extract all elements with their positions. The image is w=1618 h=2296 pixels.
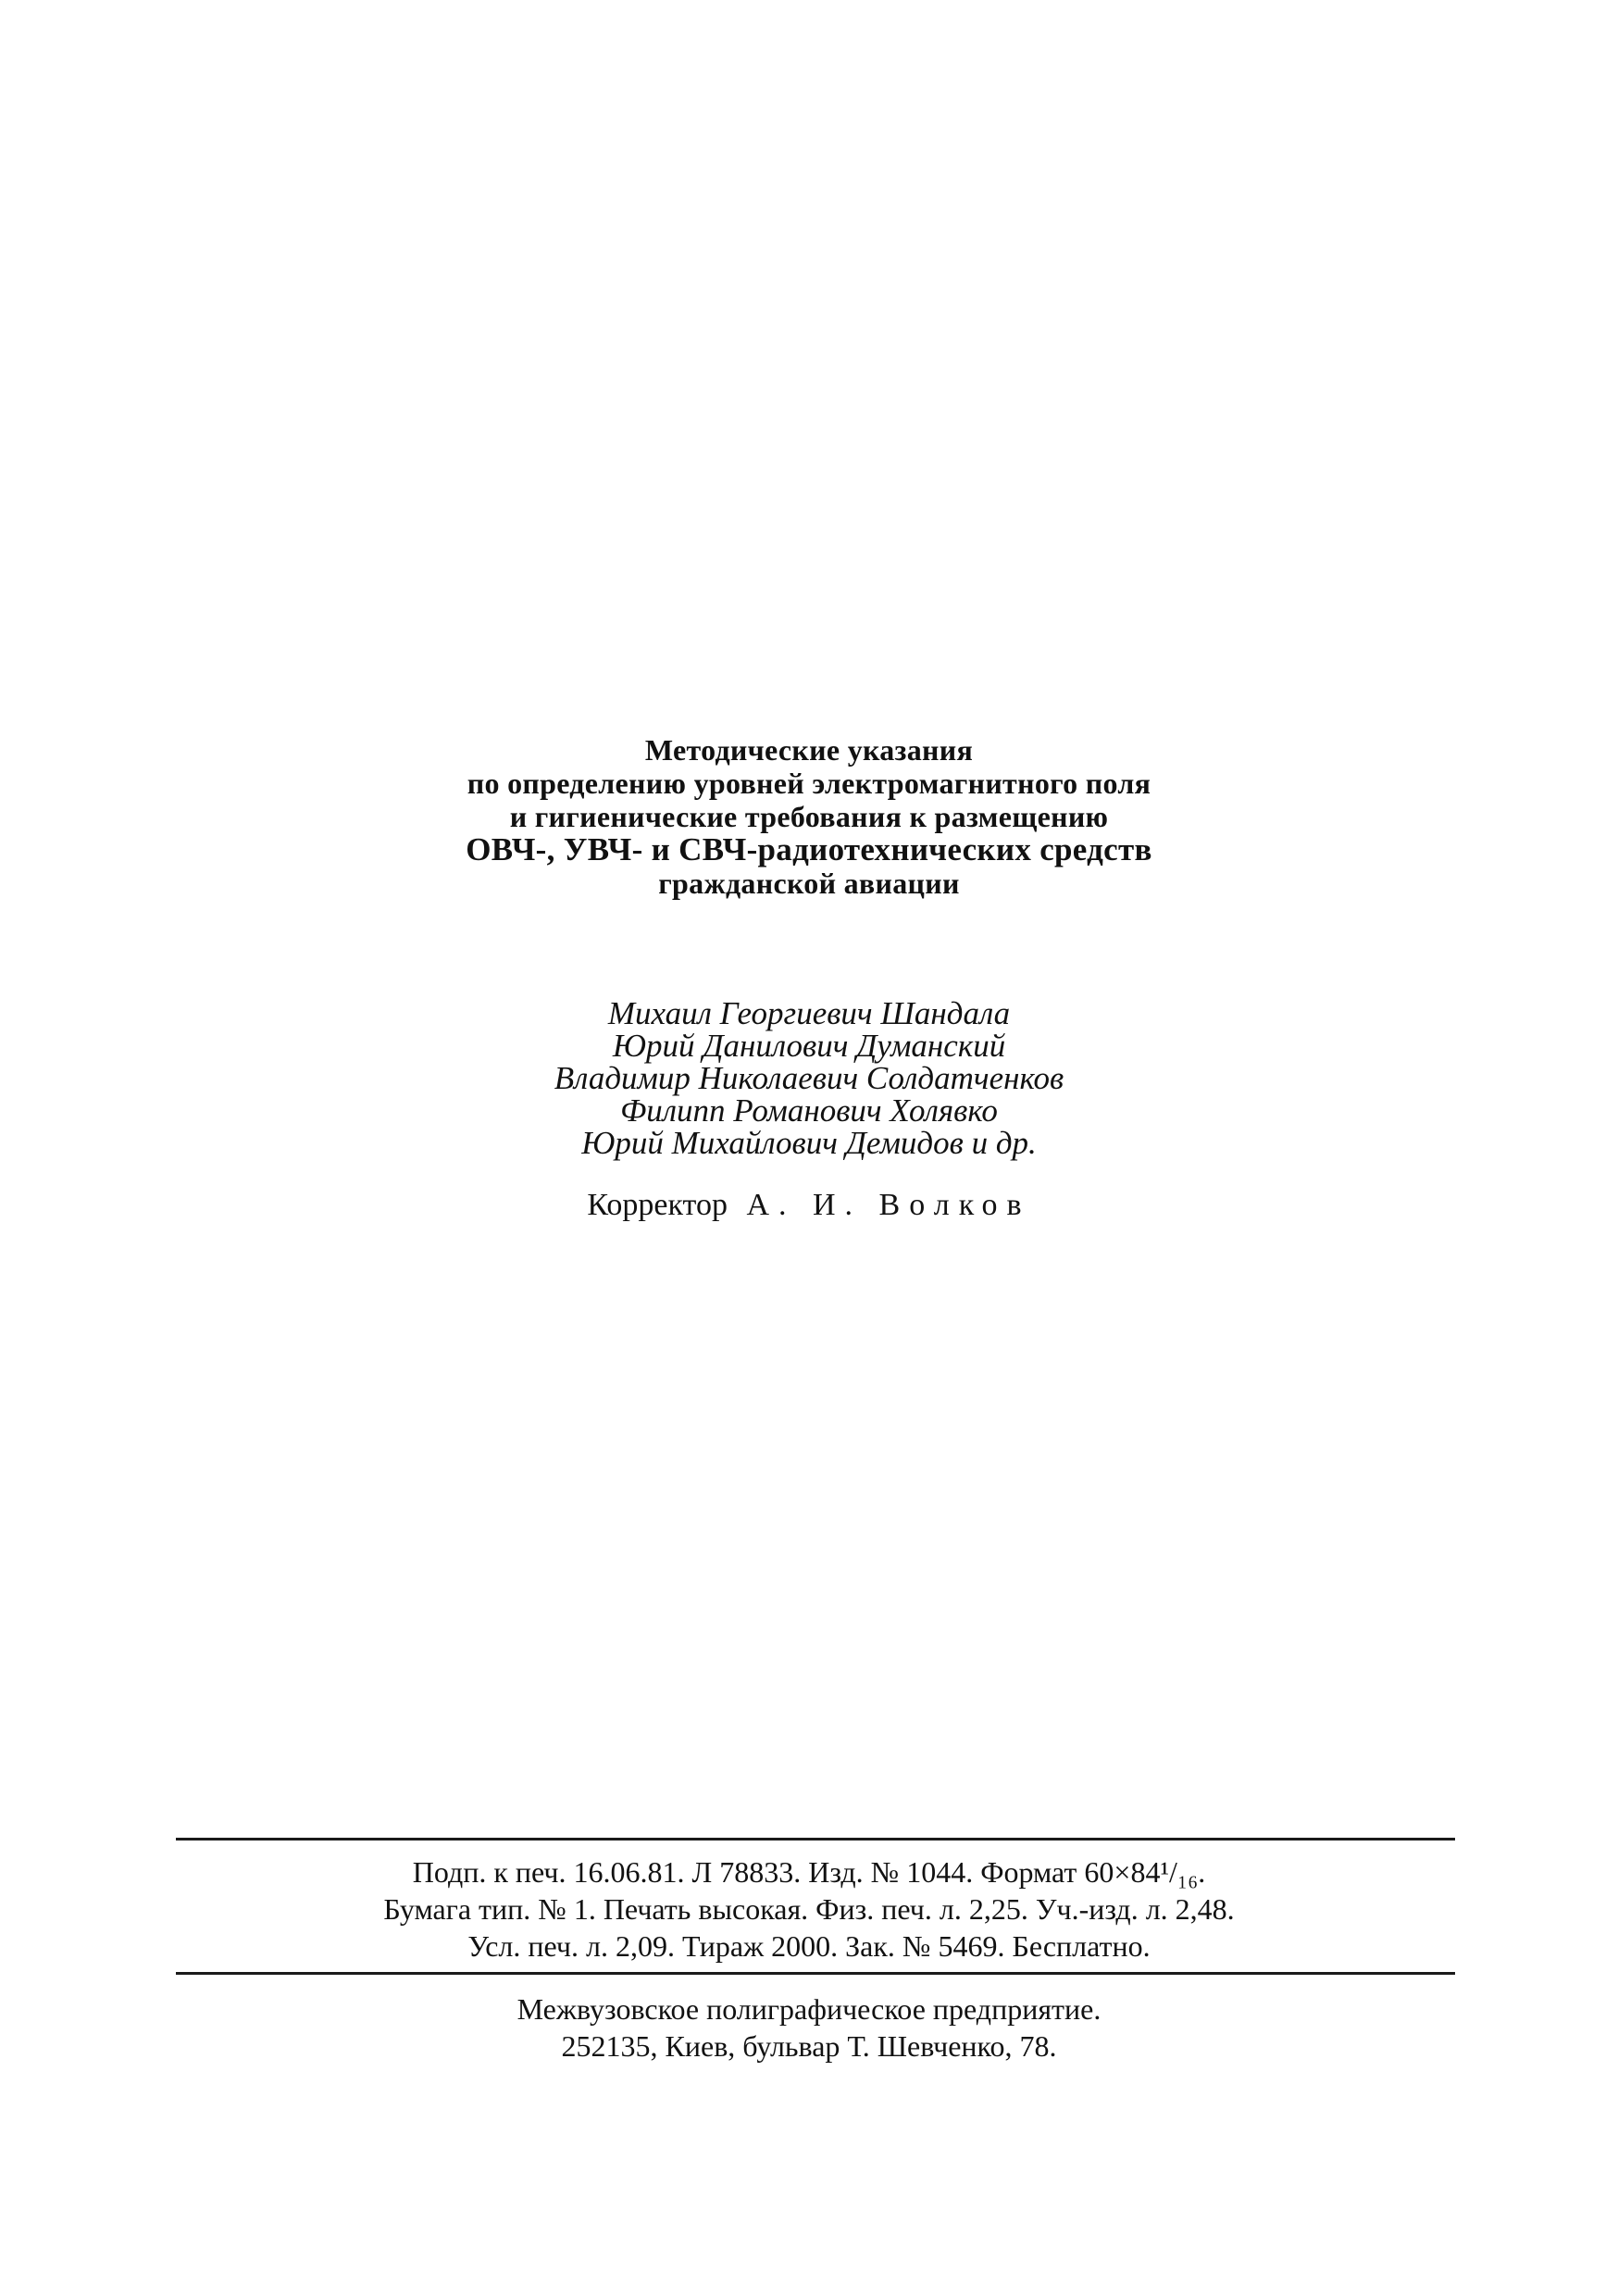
publisher-name: Межвузовское полиграфическое предприятие. [517, 1992, 1101, 2026]
author-name: Михаил Георгиевич Шандала [607, 995, 1011, 1031]
title-line: ОВЧ-, УВЧ- и СВЧ-радиотехнических средств [466, 831, 1152, 867]
imprint-block [0, 1853, 1618, 1965]
imprint-top-divider [176, 1838, 1455, 1841]
corrector-name: А. И. Волков [746, 1188, 1031, 1222]
title-line: Методические указания [644, 733, 974, 767]
title-line: по определению уровней электромагнитного поля [467, 767, 1151, 800]
author-name: Владимир Николаевич Солдатченков [554, 1060, 1064, 1096]
author-name: Филипп Романович Холявко [620, 1092, 998, 1129]
imprint-line: Подп. к печ. 16.06.81. Л 78833. Изд. № 1044. Формат 60×84¹/₁₆. [412, 1855, 1206, 1889]
document-title [0, 733, 1618, 900]
imprint-bottom-divider [176, 1972, 1455, 1975]
title-line: и гигиенические требования к размещению [509, 800, 1109, 833]
title-line: гражданской авиации [658, 867, 960, 900]
corrector-credit [0, 1187, 1618, 1224]
author-name: Юрий Михайлович Демидов и др. [581, 1125, 1037, 1161]
corrector-label: Корректор [587, 1188, 728, 1222]
publisher-address: 252135, Киев, бульвар Т. Шевченко, 78. [561, 2029, 1057, 2063]
author-list [0, 997, 1618, 1159]
author-name: Юрий Данилович Думанский [612, 1028, 1006, 1064]
imprint-line: Усл. печ. л. 2,09. Тираж 2000. Зак. № 5469. Бесплатно. [467, 1929, 1151, 1963]
imprint-line: Бумага тип. № 1. Печать высокая. Физ. печ. л. 2,25. Уч.-изд. л. 2,48. [383, 1892, 1235, 1926]
publisher-block [0, 1990, 1618, 2065]
